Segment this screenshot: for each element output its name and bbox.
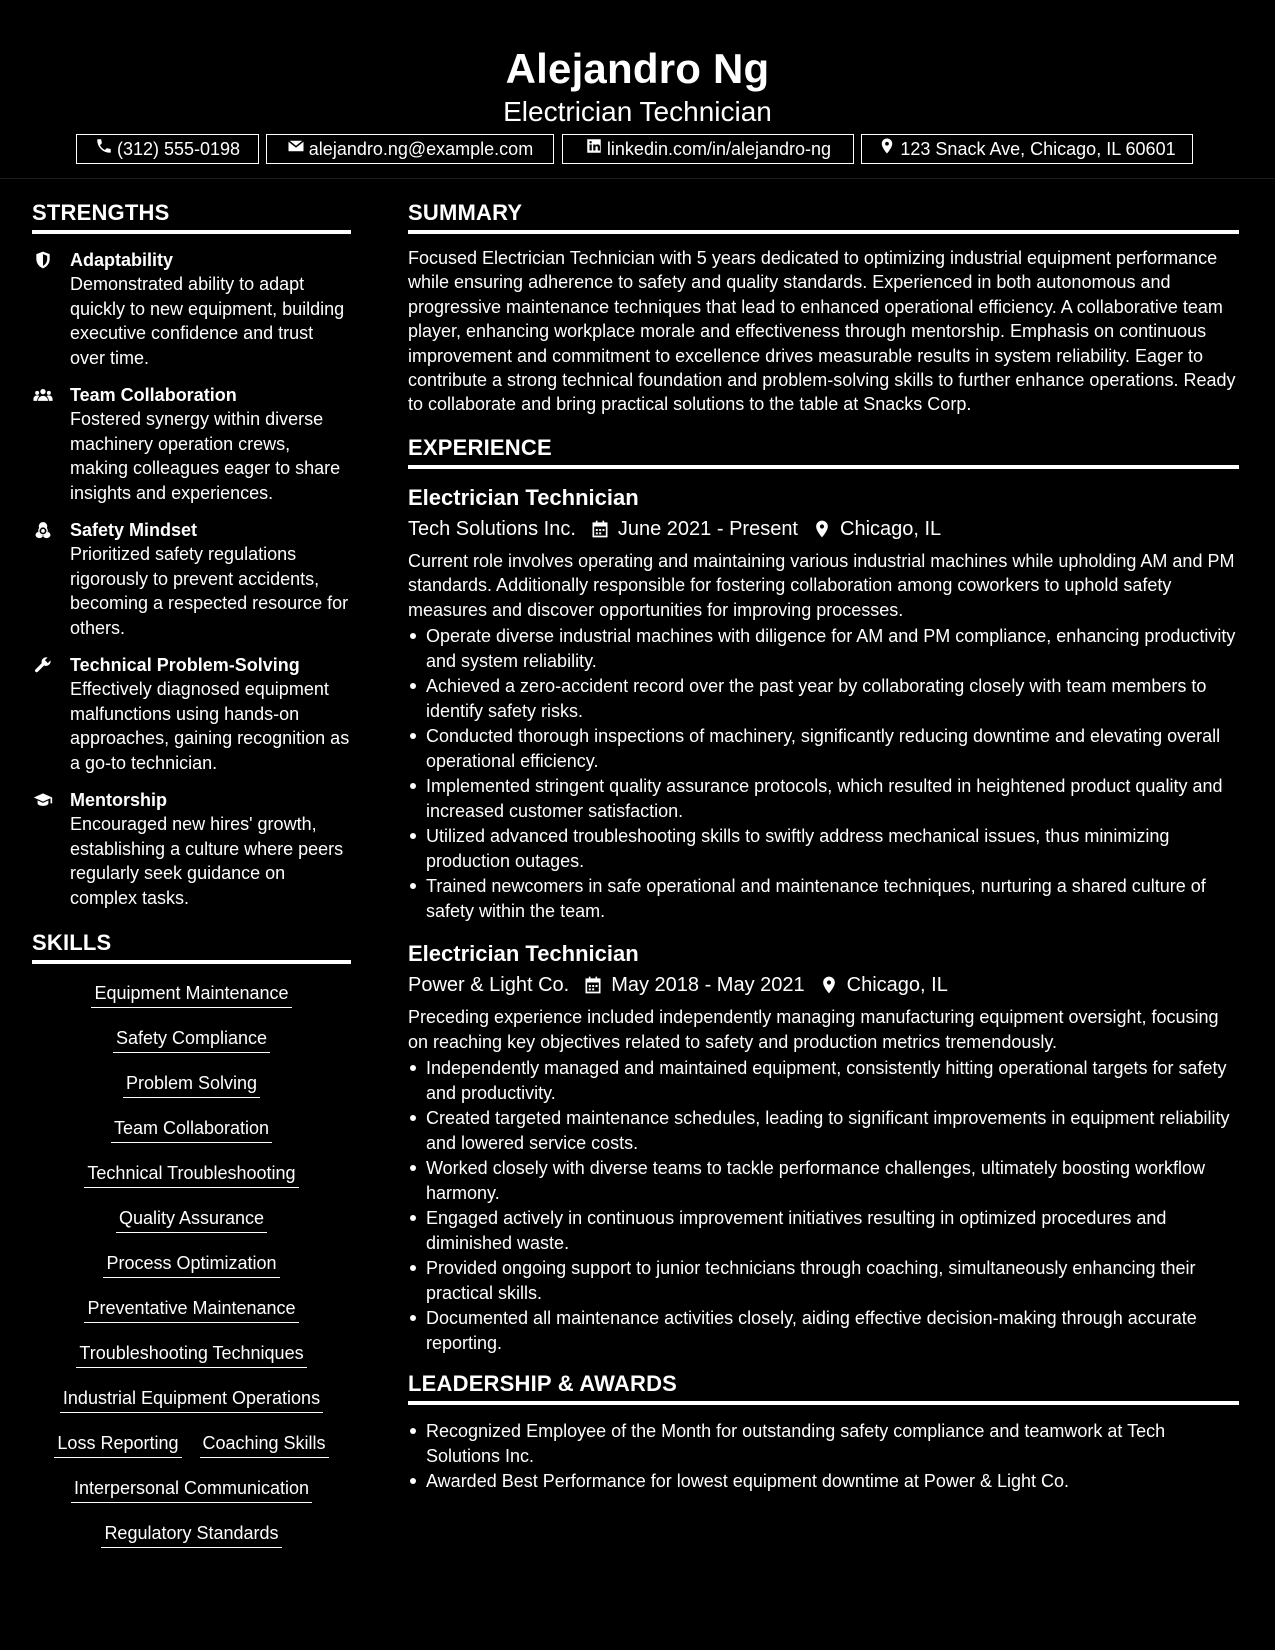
map-pin-icon xyxy=(812,519,832,539)
job-dates: May 2018 - May 2021 xyxy=(611,974,805,997)
job-location: Chicago, IL xyxy=(840,517,942,540)
contact-phone[interactable] xyxy=(76,134,259,164)
awards-list xyxy=(408,1419,1239,1494)
shield-icon xyxy=(32,250,56,270)
email-text: alejandro.ng@example.com xyxy=(308,139,534,159)
list-item: Created targeted maintenance schedules, leading to significant improvements in equipment reliability and lowered service costs. xyxy=(426,1106,1239,1155)
strength-name: Safety Mindset xyxy=(70,520,198,540)
skill-tag: Industrial Equipment Operations xyxy=(60,1386,323,1413)
candidate-name: Alejandro Ng xyxy=(505,45,770,92)
company-name: Tech Solutions Inc. xyxy=(408,517,576,540)
job-bullets xyxy=(408,624,1239,923)
list-item: Implemented stringent quality assurance protocols, which resulted in heightened product quality and increased customer satisfaction. xyxy=(426,774,1239,823)
list-item: Provided ongoing support to junior technicians through coaching, simultaneously enhancing their practical skills. xyxy=(426,1256,1239,1305)
strength-desc: Effectively diagnosed equipment malfunctions using hands-on approaches, gaining recognition as a go-to technician. xyxy=(70,679,350,773)
summary-text: Focused Electrician Technician with 5 years dedicated to optimizing industrial equipment performance while ensuring adherence to safety and quality standards. Experienced in both autonomous and progressive maintenance techniques that lead to enhanced operational efficiency. A collaborative team player, enhancing workplace morale and effectiveness through mentorship. Emphasis on continuous improvement and commitment to excellence drives measurable results in system reliability. Eager to contribute a strong technical foundation and problem-solving skills to further enhance operations. Ready to collaborate and bring practical solutions to the table at Snacks Corp. xyxy=(408,248,1236,415)
awards-heading: LEADERSHIP & AWARDS xyxy=(408,1371,1239,1405)
map-pin-icon xyxy=(878,135,896,163)
job-description: Preceding experience included independently managing manufacturing equipment oversight, focusing on reaching key objectives related to safety and production metrics tremendously. xyxy=(408,1007,1219,1052)
strength-desc: Demonstrated ability to adapt quickly to new equipment, building executive confidence and trust over time. xyxy=(70,274,345,368)
strength-item xyxy=(32,383,351,505)
strength-name: Adaptability xyxy=(70,250,174,270)
linkedin-text: linkedin.com/in/alejandro-ng xyxy=(606,139,832,159)
skill-tag: Preventative Maintenance xyxy=(84,1296,298,1323)
list-item: Awarded Best Performance for lowest equipment downtime at Power & Light Co. xyxy=(426,1469,1239,1494)
calendar-icon xyxy=(590,519,610,539)
strength-item xyxy=(32,788,351,910)
skills-heading: SKILLS xyxy=(32,930,351,964)
strength-desc: Prioritized safety regulations rigorously to prevent accidents, becoming a respected resource for others. xyxy=(70,544,349,638)
list-item: Conducted thorough inspections of machinery, significantly reducing downtime and elevating overall operational efficiency. xyxy=(426,724,1239,773)
skill-tag: Team Collaboration xyxy=(111,1116,272,1143)
strength-desc: Encouraged new hires' growth, establishing a culture where peers regularly seek guidance on complex tasks. xyxy=(70,814,344,908)
skill-tag: Coaching Skills xyxy=(200,1431,329,1458)
skill-tag: Troubleshooting Techniques xyxy=(76,1341,306,1368)
list-item: Utilized advanced troubleshooting skills to swiftly address mechanical issues, thus minimizing production outages. xyxy=(426,824,1239,873)
contact-linkedin[interactable] xyxy=(562,134,854,164)
experience-entry xyxy=(408,483,1239,924)
map-pin-icon xyxy=(819,975,839,995)
list-item: Operate diverse industrial machines with diligence for AM and PM compliance, enhancing productivity and system reliability. xyxy=(426,624,1239,673)
location-text: 123 Snack Ave, Chicago, IL 60601 xyxy=(900,139,1176,159)
envelope-icon xyxy=(287,135,305,163)
experience-entry xyxy=(408,939,1239,1355)
job-description: Current role involves operating and maintaining various industrial machines while upholding AM and PM standards. Additionally responsible for fostering collaboration among coworkers to uphold safety measures and discover opportunities for improving processes. xyxy=(408,550,1235,620)
list-item: Worked closely with diverse teams to tackle performance challenges, ultimately boosting workflow harmony. xyxy=(426,1156,1239,1205)
job-location: Chicago, IL xyxy=(846,974,948,997)
skill-tag: Interpersonal Communication xyxy=(71,1476,312,1503)
list-item: Recognized Employee of the Month for outstanding safety compliance and teamwork at Tech Solutions Inc. xyxy=(426,1419,1239,1468)
contact-location xyxy=(861,134,1193,164)
list-item: Independently managed and maintained equipment, consistently hitting operational targets for safety and productivity. xyxy=(426,1056,1239,1105)
skill-tag: Quality Assurance xyxy=(116,1206,267,1233)
phone-text: (312) 555-0198 xyxy=(116,139,241,159)
experience-heading: EXPERIENCE xyxy=(408,435,1239,469)
skill-tag: Process Optimization xyxy=(103,1251,279,1278)
company-name: Power & Light Co. xyxy=(408,974,570,997)
skill-tag: Loss Reporting xyxy=(54,1431,181,1458)
skill-tag: Equipment Maintenance xyxy=(91,981,291,1008)
skill-tag: Safety Compliance xyxy=(113,1026,270,1053)
job-dates: June 2021 - Present xyxy=(617,517,798,540)
graduation-cap-icon xyxy=(32,790,56,810)
left-column xyxy=(32,200,351,1557)
phone-icon xyxy=(95,135,113,163)
job-bullets xyxy=(408,1056,1239,1355)
summary-heading: SUMMARY xyxy=(408,200,1239,234)
calendar-icon xyxy=(583,975,603,995)
candidate-title: Electrician Technician xyxy=(503,96,772,127)
list-item: Trained newcomers in safe operational and maintenance techniques, nurturing a shared culture of safety within the team. xyxy=(426,874,1239,923)
strength-name: Team Collaboration xyxy=(70,385,237,405)
right-column xyxy=(408,200,1239,1495)
linkedin-icon xyxy=(585,135,603,163)
list-item: Achieved a zero-accident record over the past year by collaborating closely with team members to identify safety risks. xyxy=(426,674,1239,723)
strength-item xyxy=(32,518,351,640)
resume-header xyxy=(0,0,1275,179)
strength-name: Mentorship xyxy=(70,790,167,810)
skill-tag: Technical Troubleshooting xyxy=(84,1161,298,1188)
job-meta xyxy=(408,513,1239,545)
list-item: Documented all maintenance activities closely, aiding effective decision-making through accurate reporting. xyxy=(426,1306,1239,1355)
job-title: Electrician Technician xyxy=(408,484,639,510)
strength-item xyxy=(32,653,351,775)
skills-list xyxy=(32,972,351,1557)
job-meta xyxy=(408,969,1239,1001)
strengths-heading: STRENGTHS xyxy=(32,200,351,234)
strength-item xyxy=(32,248,351,370)
biohazard-icon xyxy=(32,520,56,540)
skill-tag: Problem Solving xyxy=(123,1071,260,1098)
strength-name: Technical Problem-Solving xyxy=(70,655,300,675)
skill-tag: Regulatory Standards xyxy=(101,1521,281,1548)
contact-email[interactable] xyxy=(266,134,554,164)
users-icon xyxy=(32,385,56,405)
job-title: Electrician Technician xyxy=(408,941,639,967)
strength-desc: Fostered synergy within diverse machinery operation crews, making colleagues eager to share insights and experiences. xyxy=(70,409,341,503)
list-item: Engaged actively in continuous improvement initiatives resulting in optimized procedures and diminished waste. xyxy=(426,1206,1239,1255)
wrench-icon xyxy=(32,655,56,675)
